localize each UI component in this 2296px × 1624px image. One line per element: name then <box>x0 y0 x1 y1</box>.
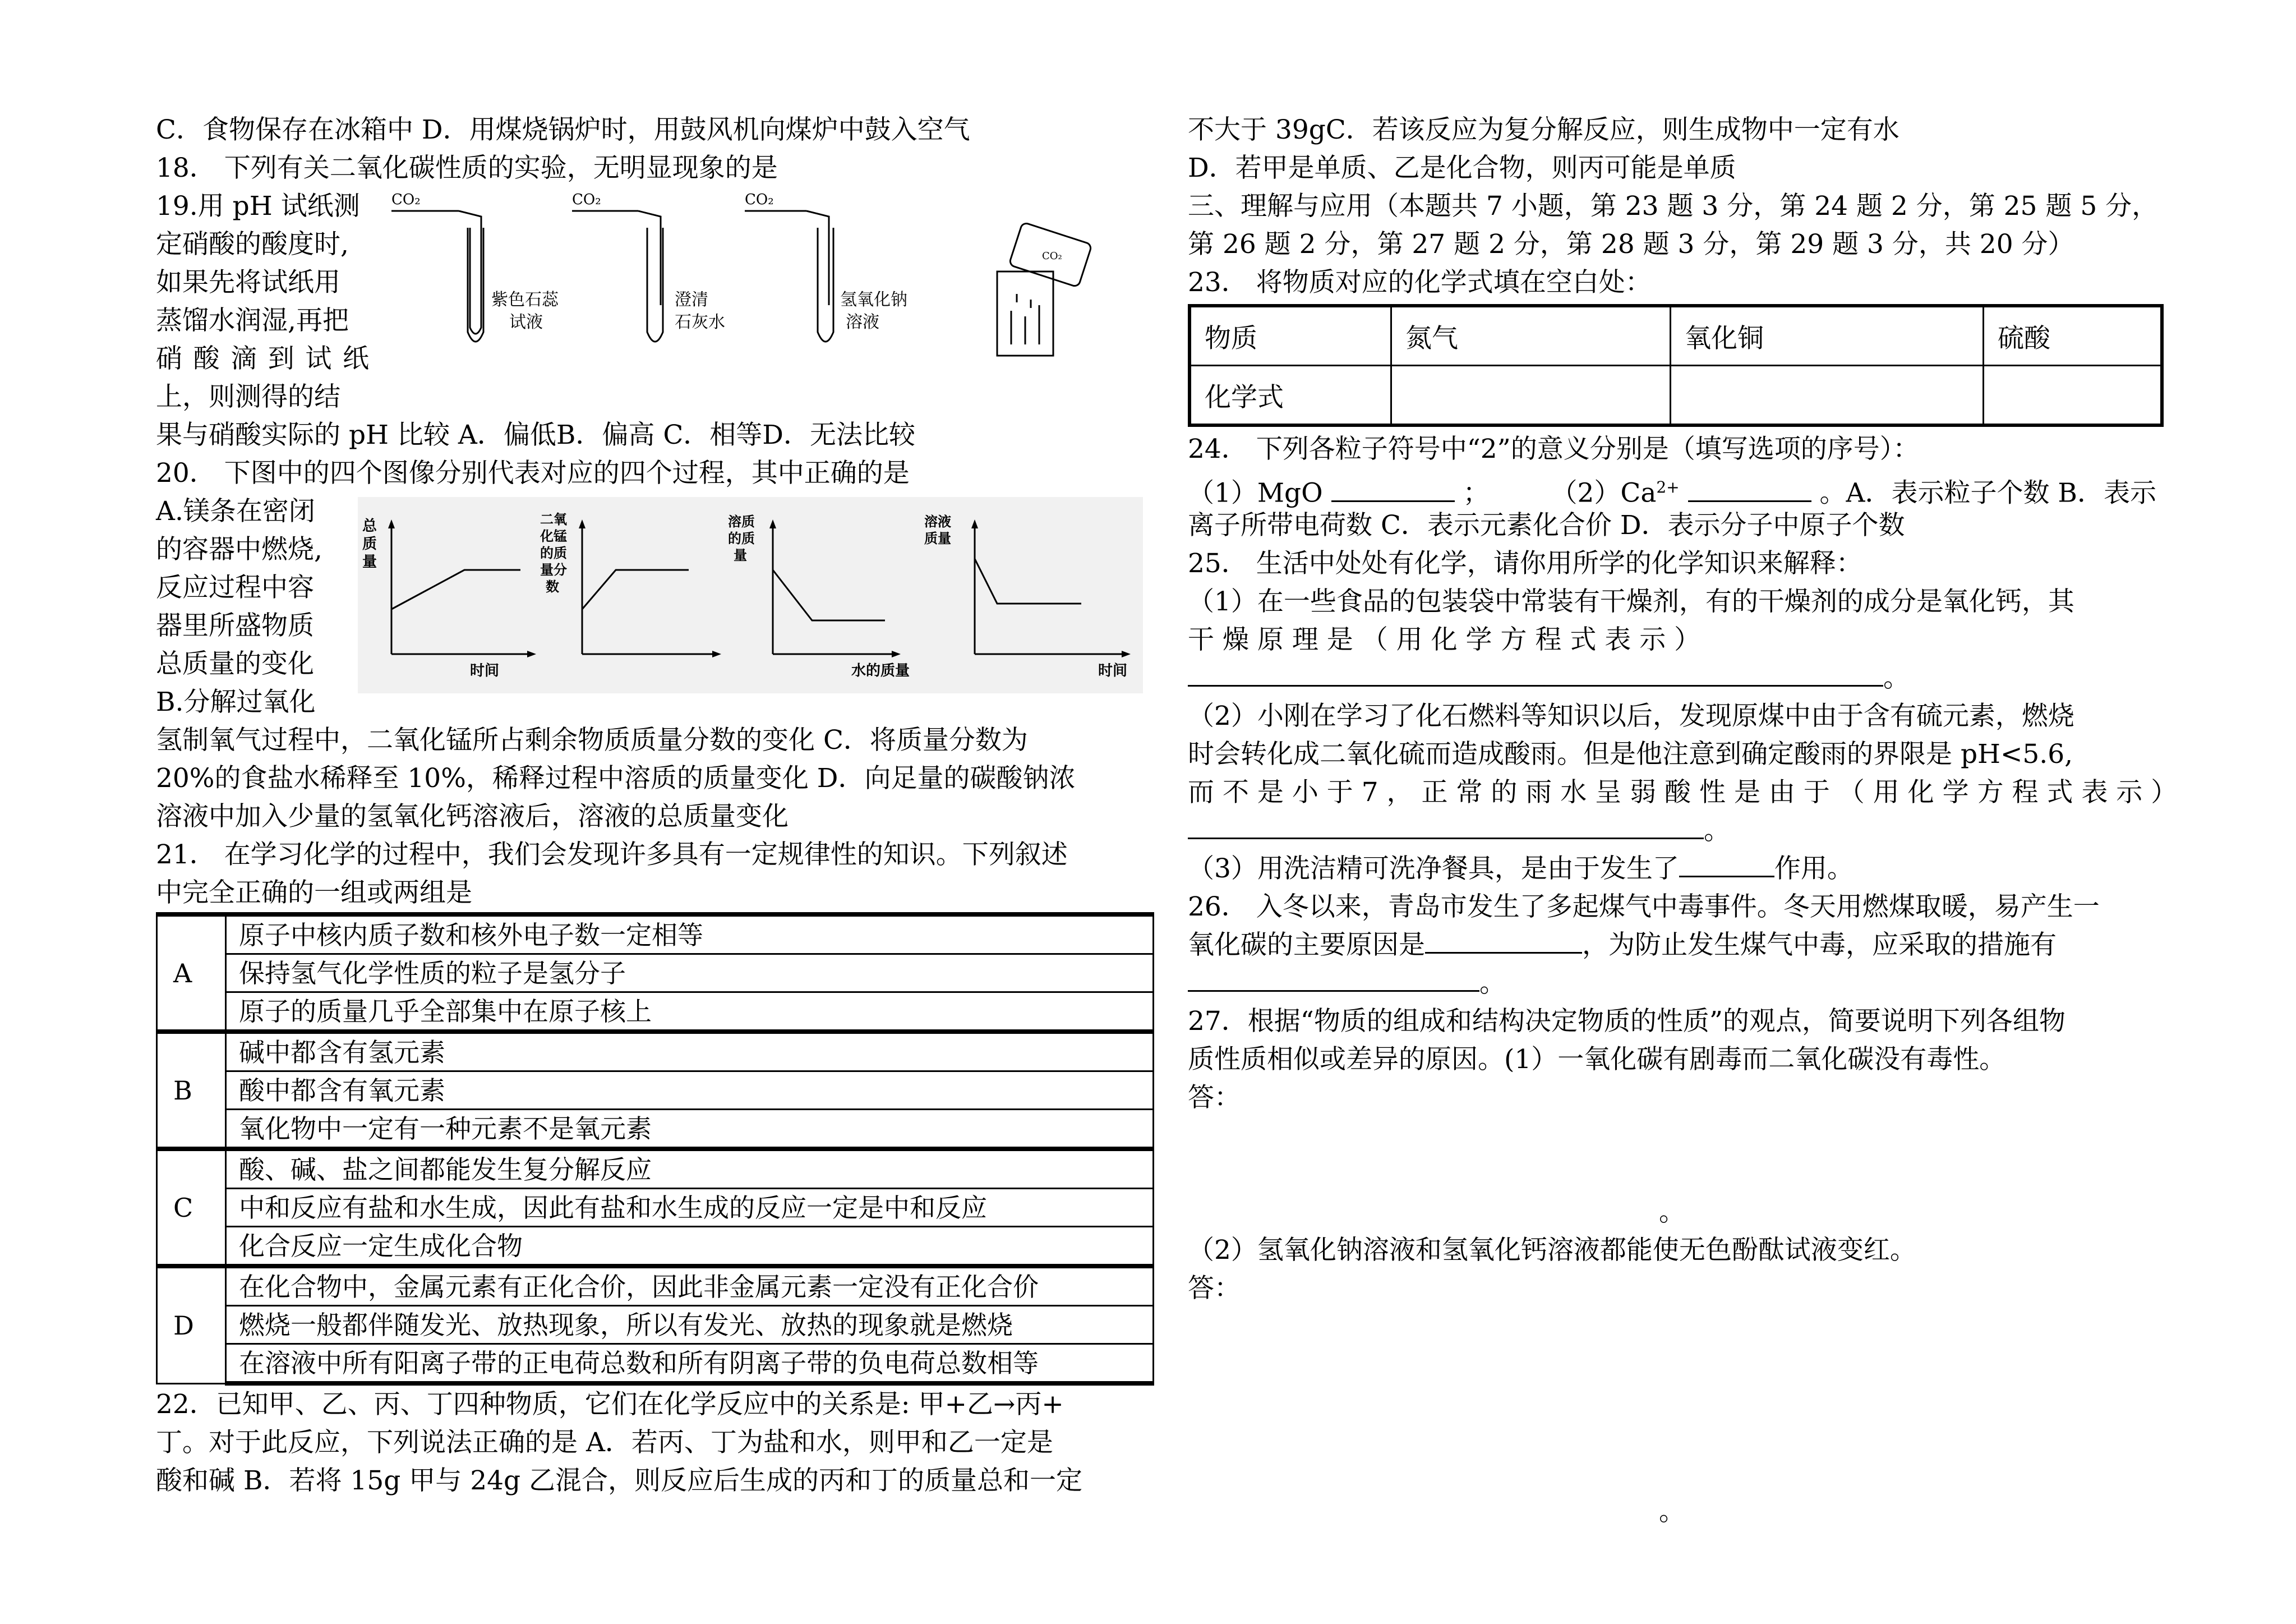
q27-part-2: （2）氢氧化钠溶液和氢氧化钙溶液都能使无色酚酞试液变红。 <box>1188 1235 1916 1266</box>
graph-c-ylabel: 量 <box>734 548 747 563</box>
section-three-heading: 三、理解与应用（本题共 7 小题，第 23 题 3 分，第 24 题 2 分，第 25 题 5 分， <box>1188 191 2159 222</box>
question-20-text <box>156 493 341 721</box>
table-cell: 在化合物中，金属元素有正化合价，因此非金属元素一定没有正化合价 <box>226 1266 1154 1306</box>
table-cell: 原子的质量几乎全部集中在原子核上 <box>226 992 1154 1032</box>
option-label: B <box>157 1032 226 1149</box>
option-label: A <box>157 914 226 1032</box>
q19-line: 如果先将试纸用 <box>156 267 340 298</box>
q22-continuation: 不大于 39gC．若该反应为复分解反应，则生成物中一定有水 <box>1188 114 1899 145</box>
q20-continuation: 溶液中加入少量的氢氧化钙溶液后，溶液的总质量变化 <box>156 801 789 832</box>
tube-b-label: 石灰水 <box>675 312 725 332</box>
question-27: 27．根据“物质的组成和结构决定物质的性质”的观点，简要说明下列各组物 <box>1188 1006 2066 1037</box>
question-26-line2 <box>1188 926 2164 964</box>
graph-a-xlabel: 时间 <box>470 663 500 679</box>
answer-label: 答： <box>1188 1082 1241 1113</box>
bottle-label: CO₂ <box>1042 250 1062 262</box>
question-18: 18． 下列有关二氧化碳性质的实验，无明显现象的是 <box>156 153 778 183</box>
table-header: 氧化铜 <box>1671 306 1984 366</box>
q19-line: 硝 酸 滴 到 试 纸 <box>156 343 369 374</box>
q25-part-1-answer <box>1188 659 2164 697</box>
graph-c-xlabel: 水的质量 <box>851 663 910 679</box>
question-27: 质性质相似或差异的原因。(1）一氧化碳有剧毒而二氧化碳没有毒性。 <box>1188 1044 2006 1075</box>
answer-blank[interactable] <box>1679 850 1774 877</box>
graph-b-ylabel: 数 <box>546 579 559 595</box>
right-column <box>1188 111 2178 1531</box>
table-cell: 化合反应一定生成化合物 <box>226 1227 1154 1267</box>
q22-option-d: D．若甲是单质、乙是化合物，则丙可能是单质 <box>1188 153 1736 183</box>
graph-b-ylabel: 化锰 <box>540 528 567 544</box>
tube-b-label: 澄清 <box>675 290 708 310</box>
period: 。 <box>1659 1496 1685 1527</box>
co2-label: CO₂ <box>572 191 601 208</box>
question-23: 23． 将物质对应的化学式填在空白处： <box>1188 267 1652 298</box>
question-20: 20． 下图中的四个图像分别代表对应的四个过程，其中正确的是 <box>156 458 910 489</box>
table-cell: 保持氢气化学性质的粒子是氢分子 <box>226 954 1154 992</box>
q20-line: 反应过程中容 <box>156 572 314 603</box>
graph-d-ylabel: 溶液 <box>924 514 951 530</box>
q24-options: 。A．表示粒子个数 B．表示 <box>1819 477 2156 509</box>
question-25: 25． 生活中处处有化学，请你用所学的化学知识来解释： <box>1188 548 1862 579</box>
q25-part-2c: 而 不 是 小 于 7 ， 正 常 的 雨 水 呈 弱 酸 性 是 由 于 （ 用 化 学 方 程 式 表 示 ） <box>1188 777 2178 808</box>
question-26: 26． 入冬以来，青岛市发生了多起煤气中毒事件。冬天用燃煤取暖，易产生一 <box>1188 891 2100 922</box>
question-26-answer <box>1188 964 2164 1002</box>
q25-part-1b: 干 燥 原 理 是 （ 用 化 学 方 程 式 表 示 ） <box>1188 624 1701 655</box>
question-21: 中完全正确的一组或两组是 <box>156 877 472 908</box>
answer-label: 答： <box>1188 1273 1241 1304</box>
q25-part-3 <box>1188 850 2164 888</box>
tube-a-label: 紫色石蕊 <box>491 290 559 310</box>
period: 。 <box>1659 1197 1685 1227</box>
q25-part-2b: 时会转化成二氧化硫而造成酸雨。但是他注意到确定酸雨的界限是 pH<5.6, <box>1188 739 2073 770</box>
answer-space[interactable] <box>1188 1308 2164 1493</box>
answer-cell[interactable] <box>1671 366 1984 426</box>
graph-d-ylabel: 质量 <box>924 531 951 546</box>
experiment-d-beaker <box>997 222 1092 356</box>
table-cell: 燃烧一般都伴随发光、放热现象，所以有发光、放热的现象就是燃烧 <box>226 1306 1154 1344</box>
question-19 <box>156 187 1154 493</box>
answer-cell[interactable] <box>1984 366 2163 426</box>
q24-options-cont: 离子所带电荷数 C．表示元素化合价 D．表示分子中原子个数 <box>1188 510 1905 541</box>
period: 。 <box>1479 968 1506 999</box>
q20-line: B.分解过氧化 <box>156 687 316 717</box>
table-cell: 中和反应有盐和水生成，因此有盐和水生成的反应一定是中和反应 <box>226 1189 1154 1227</box>
option-line-c: C．食物保存在冰箱中 D．用煤烧锅炉时，用鼓风机向煤炉中鼓入空气 <box>156 114 970 145</box>
question-24: 24． 下列各粒子符号中“2”的意义分别是（填写选项的序号）： <box>1188 434 1920 464</box>
option-label: D <box>157 1266 226 1383</box>
table-cell: 酸、碱、盐之间都能发生复分解反应 <box>226 1149 1154 1189</box>
answer-blank[interactable] <box>1425 926 1582 954</box>
q25-part-2: （2）小刚在学习了化石燃料等知识以后，发现原煤中由于含有硫元素，燃烧 <box>1188 701 2074 732</box>
q26-text: ，为防止发生煤气中毒，应采取的措施有 <box>1582 930 2057 960</box>
table-cell: 碱中都含有氢元素 <box>226 1032 1154 1071</box>
table-header: 物质 <box>1190 306 1391 366</box>
experiment-b-tube <box>572 191 725 342</box>
q25-part-1: （1）在一些食品的包装袋中常装有干燥剂，有的干燥剂的成分是氧化钙，其 <box>1188 586 2074 617</box>
table-header: 硫酸 <box>1984 306 2163 366</box>
answer-blank[interactable] <box>1688 475 1811 502</box>
question-19-text <box>156 187 369 416</box>
period: 。 <box>1704 815 1730 846</box>
tube-a-label: 试液 <box>509 312 543 332</box>
q19-line: 定硝酸的酸度时, <box>156 229 349 260</box>
q20-continuation: 20%的食盐水稀释至 10%，稀释过程中溶质的质量变化 D．向足量的碳酸钠浓 <box>156 763 1076 794</box>
q20-graphs-figure <box>358 497 1143 693</box>
period: 。 <box>1883 663 1910 693</box>
question-24-answers <box>1188 468 2164 507</box>
graph-c-ylabel: 的质 <box>728 531 755 546</box>
q24-separator: ； <box>1463 477 1490 509</box>
graph-d-xlabel: 时间 <box>1098 663 1128 679</box>
q24-superscript: 2+ <box>1656 478 1680 496</box>
q21-options-table <box>156 912 1154 1386</box>
q25-part-2-answer <box>1188 812 2164 850</box>
graph-c-ylabel: 溶质 <box>728 514 755 530</box>
q19-line: 蒸馏水润湿,再把 <box>156 305 349 336</box>
question-22: 22．已知甲、乙、丙、丁四种物质，它们在化学反应中的关系是: 甲+乙→丙+ <box>156 1389 1064 1420</box>
answer-blank[interactable] <box>1188 812 1704 839</box>
answer-blank[interactable] <box>1188 659 1883 687</box>
table-cell: 在溶液中所有阳离子带的正电荷总数和所有阴离子带的负电荷总数相等 <box>226 1344 1154 1384</box>
co2-label: CO₂ <box>745 191 774 208</box>
tube-c-label: 氢氧化钠 <box>840 290 907 310</box>
answer-blank[interactable] <box>1331 475 1455 502</box>
table-cell: 酸中都含有氧元素 <box>226 1071 1154 1110</box>
section-three-heading: 第 26 题 2 分，第 27 题 2 分，第 28 题 3 分，第 29 题 3 分，共 20 分） <box>1188 229 2074 260</box>
q19-line: 上，则测得的结 <box>156 381 340 412</box>
q20-line: 的容器中燃烧, <box>156 534 322 565</box>
tube-c-label: 溶液 <box>846 312 879 332</box>
graph-a-ylabel: 量 <box>362 554 377 571</box>
q26-text: 氧化碳的主要原因是 <box>1188 930 1425 960</box>
q24-part-1: （1）MgO <box>1188 477 1323 509</box>
question-22: 丁。对于此反应，下列说法正确的是 A．若丙、丁为盐和水，则甲和乙一定是 <box>156 1427 1053 1458</box>
experiment-a-tube <box>391 191 559 342</box>
q20-line: A.镁条在密闭 <box>156 496 315 527</box>
experiment-c-tube <box>745 191 907 342</box>
q20-line: 总质量的变化 <box>156 648 314 679</box>
answer-cell[interactable] <box>1391 366 1671 426</box>
co2-label: CO₂ <box>391 191 421 208</box>
left-column <box>156 111 1154 1500</box>
table-row-label: 化学式 <box>1190 366 1391 426</box>
table-header: 氮气 <box>1391 306 1671 366</box>
table-cell: 原子中核内质子数和核外电子数一定相等 <box>226 914 1154 954</box>
answer-blank[interactable] <box>1188 964 1479 992</box>
graph-a-ylabel: 总 <box>362 518 377 535</box>
table-cell: 氧化物中一定有一种元素不是氧元素 <box>226 1110 1154 1149</box>
q19-line: 19.用 pH 试纸测 <box>156 191 360 222</box>
question-22: 酸和碱 B．若将 15g 甲与 24g 乙混合，则反应后生成的丙和丁的质量总和一定 <box>156 1465 1083 1496</box>
q19-options: 果与硝酸实际的 pH 比较 A．偏低B．偏高 C．相等D．无法比较 <box>156 420 915 450</box>
q23-formula-table <box>1188 304 2164 427</box>
graph-b-ylabel: 二氧 <box>540 512 567 527</box>
graph-b-ylabel: 量分 <box>540 562 567 578</box>
graph-b-ylabel: 的质 <box>540 545 567 561</box>
q25-part-3-end: 作用。 <box>1774 853 1854 884</box>
question-21: 21． 在学习化学的过程中，我们会发现许多具有一定规律性的知识。下列叙述 <box>156 839 1068 870</box>
q24-part-2: （2）Ca <box>1551 477 1657 509</box>
option-label: C <box>157 1149 226 1266</box>
q20-line: 器里所盛物质 <box>156 610 314 641</box>
q20-continuation: 氢制氧气过程中，二氧化锰所占剩余物质质量分数的变化 C．将质量分数为 <box>156 725 1028 756</box>
q25-part-3-text: （3）用洗洁精可洗净餐具，是由于发生了 <box>1188 853 1679 884</box>
answer-space[interactable] <box>1188 1117 2164 1193</box>
graph-a-ylabel: 质 <box>362 536 377 553</box>
question-20-body <box>156 493 1154 721</box>
